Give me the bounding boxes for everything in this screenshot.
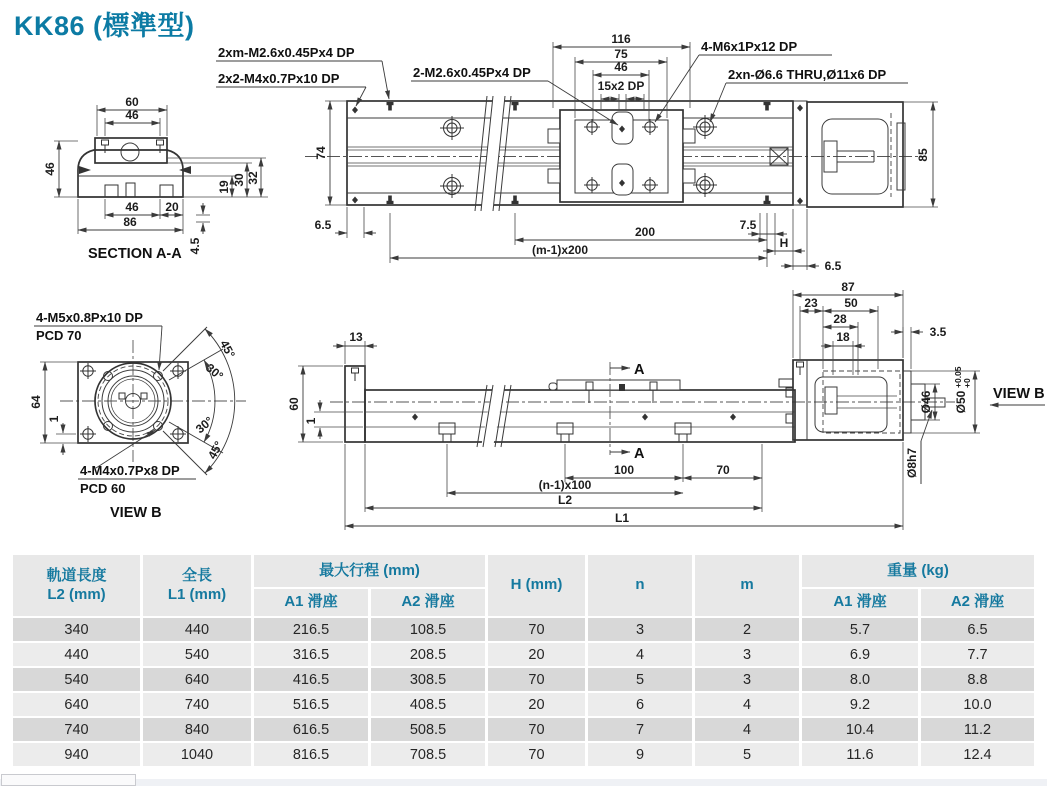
cell-h: 70 [488,668,585,691]
dim-200: 200 [634,225,656,239]
angle-30-bottom: 30° [192,413,216,437]
cell-m: 2 [695,618,799,641]
cell-stroke-a2: 108.5 [371,618,485,641]
dim-46: 46 [614,60,628,74]
side-dim-1: 1 [304,417,318,425]
section-dim-32: 32 [246,171,260,185]
cell-weight-a1: 9.2 [802,693,918,716]
side-dim-L2: L2 [557,493,573,507]
col-header-rail-length [13,555,140,616]
view-b-direction-label: VIEW B [993,386,1045,402]
section-caption: SECTION A-A [88,246,182,262]
cell-weight-a2: 11.2 [921,718,1034,741]
section-mark-a-bottom: A [634,446,645,462]
side-dim-d50-tol-up: +0.05 [953,366,963,388]
dim-H: H [779,236,789,250]
cell-n: 9 [588,743,692,766]
side-dim-13: 13 [349,330,363,344]
cell-stroke-a1: 416.5 [254,668,368,691]
cell-n: 3 [588,618,692,641]
plan-view-linework [305,96,925,211]
table-row [13,618,1034,641]
view-b-dimensions [29,310,238,521]
section-dim-46-top: 46 [125,108,139,122]
page-title: KK86 (標準型) [14,11,195,41]
col-header-total-length-title: 全長 [181,566,212,584]
table-row [13,693,1034,716]
section-dim-20: 20 [165,200,179,214]
callout-2xm-screws: 2xm-M2.6x0.45Px4 DP [218,45,355,60]
col-header-weight-a1: A1 滑座 [802,589,918,616]
section-dim-46-left: 46 [43,162,57,176]
cell-stroke-a1: 616.5 [254,718,368,741]
viewb-dim-64: 64 [29,395,43,409]
cell-stroke-a1: 516.5 [254,693,368,716]
dim-116: 116 [611,32,631,46]
section-dim-19: 19 [217,180,231,194]
col-header-stroke-a1: A1 滑座 [254,589,368,616]
cell-m: 4 [695,718,799,741]
table-row [13,743,1034,766]
cell-l1: 440 [143,618,251,641]
bottom-box-remnant [1,774,136,786]
callout-2-m26-screws: 2-M2.6x0.45Px4 DP [413,65,531,80]
callout-pcd70: PCD 70 [36,328,82,343]
cell-weight-a1: 8.0 [802,668,918,691]
cell-m: 3 [695,668,799,691]
callout-4-m6-screws: 4-M6x1Px12 DP [701,39,798,54]
cell-h: 20 [488,693,585,716]
col-header-rail-length-title: 軌道長度 [46,566,107,584]
side-dim-87: 87 [841,280,855,294]
side-dim-n1x100: (n-1)x100 [538,478,592,492]
col-header-m: m [695,555,799,616]
side-dim-d50: Ø50 [954,390,968,414]
dim-75: 75 [614,47,628,61]
cell-n: 6 [588,693,692,716]
section-mark-a-top: A [634,362,645,378]
side-dim-L1: L1 [614,511,630,525]
col-header-total-length [143,555,251,616]
cell-l2: 640 [13,693,140,716]
section-dim-46-bottom: 46 [125,200,139,214]
section-dim-60: 60 [125,95,139,109]
cell-stroke-a1: 316.5 [254,643,368,666]
callout-4-m4-screws: 4-M4x0.7Px8 DP [80,463,180,478]
table-row [13,718,1034,741]
side-dim-28: 28 [833,312,847,326]
cell-stroke-a2: 708.5 [371,743,485,766]
section-aa-linework [78,138,191,197]
dim-7-5: 7.5 [739,218,757,232]
cell-h: 20 [488,643,585,666]
col-header-total-length-sub: L1 (mm) [167,585,227,603]
cell-stroke-a2: 408.5 [371,693,485,716]
side-dim-d46: Ø46 [919,390,933,414]
col-header-max-stroke-group: 最大行程 (mm) [254,555,485,587]
side-dim-d8h7: Ø8h7 [905,447,919,479]
cell-stroke-a2: 308.5 [371,668,485,691]
side-view-linework [330,360,955,462]
angle-30-top: 30° [203,360,227,384]
side-dim-3-5: 3.5 [929,325,947,339]
side-dim-60: 60 [287,397,301,411]
cell-weight-a1: 5.7 [802,618,918,641]
section-aa-dimensions [43,95,268,262]
bottom-bar-remnant [0,779,1047,786]
cell-l1: 540 [143,643,251,666]
cell-weight-a1: 11.6 [802,743,918,766]
cell-l1: 740 [143,693,251,716]
section-dim-86: 86 [123,215,137,229]
cell-stroke-a1: 816.5 [254,743,368,766]
table-row [13,643,1034,666]
viewb-dim-1: 1 [47,415,61,423]
col-header-n: n [588,555,692,616]
col-header-h: H (mm) [488,555,585,616]
cell-weight-a1: 6.9 [802,643,918,666]
callout-2x2-screws: 2x2-M4x0.7Px10 DP [218,71,340,86]
angle-45-top: 45° [217,337,238,361]
side-dim-100: 100 [613,463,635,477]
cell-h: 70 [488,618,585,641]
cell-stroke-a2: 508.5 [371,718,485,741]
side-dim-70: 70 [716,463,730,477]
cell-l1: 640 [143,668,251,691]
side-dim-23: 23 [804,296,818,310]
cell-weight-a2: 10.0 [921,693,1034,716]
cell-weight-a2: 7.7 [921,643,1034,666]
cell-l1: 840 [143,718,251,741]
dim-85: 85 [916,148,930,162]
dim-6-5-left: 6.5 [314,218,332,232]
dim-74: 74 [314,146,328,160]
cell-weight-a2: 12.4 [921,743,1034,766]
cell-n: 4 [588,643,692,666]
col-header-rail-length-sub: L2 (mm) [47,585,106,603]
cell-weight-a1: 10.4 [802,718,918,741]
section-dim-4-5: 4.5 [188,237,202,255]
cell-m: 3 [695,643,799,666]
col-header-weight-a2: A2 滑座 [921,589,1034,616]
view-b-caption: VIEW B [110,505,162,521]
cell-stroke-a2: 208.5 [371,643,485,666]
col-header-stroke-a2: A2 滑座 [371,589,485,616]
cell-h: 70 [488,743,585,766]
cell-l1: 1040 [143,743,251,766]
section-dim-30: 30 [232,173,246,187]
cell-n: 5 [588,668,692,691]
dim-m1x200: (m-1)x200 [531,243,589,257]
side-view-dimensions [287,280,1045,530]
cell-weight-a2: 6.5 [921,618,1034,641]
dim-15x2: 15x2 DP [597,79,645,93]
cell-l2: 540 [13,668,140,691]
callout-2xn-holes: 2xn-Ø6.6 THRU,Ø11x6 DP [728,67,887,82]
cell-l2: 740 [13,718,140,741]
spec-table [10,553,1037,768]
angle-45-bottom: 45° [205,438,226,462]
cell-m: 4 [695,693,799,716]
cell-stroke-a1: 216.5 [254,618,368,641]
callout-pcd60: PCD 60 [80,481,126,496]
cell-weight-a2: 8.8 [921,668,1034,691]
cell-m: 5 [695,743,799,766]
cell-n: 7 [588,718,692,741]
table-row [13,668,1034,691]
side-dim-d50-tol-dn: +0 [962,378,972,388]
dim-6-5-right: 6.5 [824,259,842,273]
callout-4-m5-screws: 4-M5x0.8Px10 DP [36,310,143,325]
cell-l2: 440 [13,643,140,666]
cell-l2: 340 [13,618,140,641]
col-header-weight-group: 重量 (kg) [802,555,1034,587]
side-dim-50: 50 [844,296,858,310]
cell-l2: 940 [13,743,140,766]
side-dim-18: 18 [836,330,850,344]
cell-h: 70 [488,718,585,741]
